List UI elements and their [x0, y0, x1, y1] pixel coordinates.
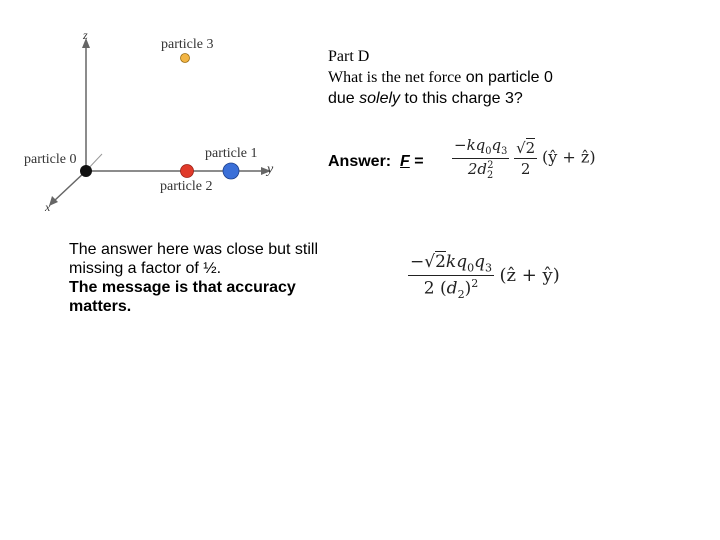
- correct-den-sub: 2: [457, 288, 465, 302]
- z-axis-label: z: [83, 28, 88, 42]
- comment-line4: matters.: [69, 298, 132, 315]
- num-sub3: 3: [501, 146, 508, 157]
- correct-sqrt-arg: 2: [435, 252, 446, 272]
- particle2-label: particle 2: [160, 179, 213, 194]
- part-title: Part D: [328, 48, 370, 65]
- particle3-label: particle 3: [161, 37, 214, 52]
- correct-kq: kq: [445, 252, 468, 272]
- particle0-dot: [80, 165, 92, 177]
- correct-sub3: 3: [485, 261, 493, 275]
- plus-sign: +: [562, 147, 576, 167]
- comment-block: [69, 240, 369, 316]
- correct-den-sup: 2: [471, 277, 479, 291]
- particle1-label: particle 1: [205, 146, 258, 161]
- particle2-dot: [181, 165, 194, 178]
- y-axis-label: y: [267, 162, 274, 177]
- particle1-dot: [223, 163, 239, 179]
- answer-equals: =: [414, 153, 424, 170]
- num-kq: kq: [466, 136, 486, 154]
- correct-sub0: 0: [467, 261, 475, 275]
- coordinate-diagram: [20, 28, 310, 218]
- num-sub0: 0: [485, 146, 492, 157]
- sqrt-arg: 2: [525, 139, 536, 157]
- x-axis-label: x: [45, 200, 51, 214]
- correct-den-two: 2: [423, 279, 435, 300]
- z-hat: ẑ: [580, 147, 590, 167]
- correct-vector: (ẑ + ŷ): [499, 265, 560, 287]
- den-sub: 2: [487, 170, 494, 181]
- correct-q: q: [474, 252, 486, 272]
- answer-variable: F: [400, 153, 410, 170]
- question-line1-sans: on particle 0: [461, 69, 553, 86]
- particle0-label: particle 0: [24, 152, 77, 167]
- den-two: 2: [520, 160, 531, 178]
- question-line2-italic: solely: [359, 90, 401, 107]
- question-block: [328, 46, 628, 110]
- correct-minus: −: [410, 252, 425, 272]
- answer-line: [328, 153, 424, 171]
- comment-line3: The message is that accuracy: [69, 279, 296, 296]
- student-formula: [452, 136, 596, 181]
- question-line2-post: to this charge 3?: [400, 90, 523, 107]
- correct-y-hat: ŷ: [542, 265, 553, 287]
- correct-formula: [408, 252, 560, 301]
- y-hat: ŷ: [548, 147, 558, 167]
- minus-sign: −: [454, 136, 467, 154]
- student-vector: (ŷ + ẑ): [542, 147, 596, 167]
- question-line2: [328, 88, 628, 110]
- den-sup: 2: [487, 160, 494, 171]
- comment-line2: missing a factor of ½.: [69, 260, 222, 277]
- correct-frac: $\frac{-√2kq_0q_3}{2 (d_2)^2}$: [410, 252, 493, 302]
- particle3-dot: [181, 54, 190, 63]
- student-frac2: [514, 139, 537, 178]
- question-line2-pre: due: [328, 90, 360, 107]
- comment-line1: The answer here was close but still: [69, 241, 318, 258]
- correct-den-d: d: [446, 279, 458, 300]
- den-2d: 2d: [467, 160, 488, 178]
- question-line1: [328, 67, 628, 88]
- x-axis-line: [54, 171, 86, 201]
- question-line1-serif: What is the net force: [328, 69, 462, 86]
- sqrt-symbol: √: [516, 139, 526, 157]
- correct-z-hat: ẑ: [506, 265, 516, 287]
- num-q: q: [491, 136, 502, 154]
- answer-label: Answer:: [328, 153, 392, 170]
- correct-sqrt-symbol: √: [424, 252, 436, 272]
- correct-plus: +: [521, 265, 537, 287]
- student-frac1: [452, 136, 509, 181]
